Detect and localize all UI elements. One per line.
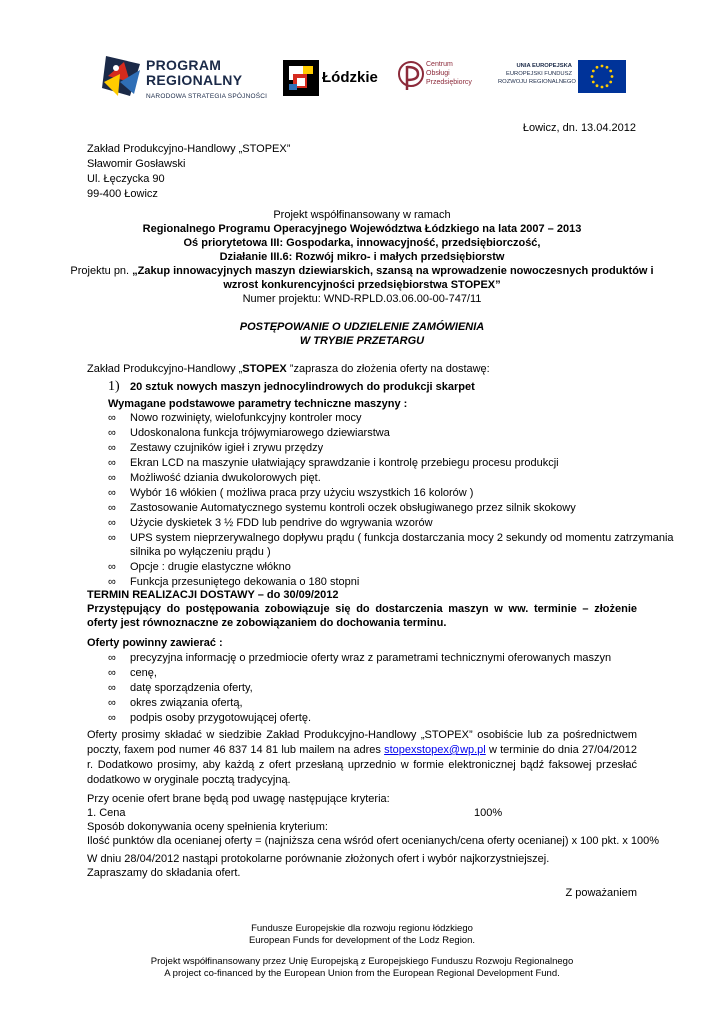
lodzkie-mark-icon xyxy=(283,60,319,96)
submission-paragraph xyxy=(87,728,637,788)
item-description: 20 sztuk nowych maszyn jednocylindrowych do produkcji skarpet xyxy=(130,381,475,393)
cop-line-2: Obsługi xyxy=(426,70,450,77)
nss-text: NARODOWA STRATEGIA SPÓJNOŚCI xyxy=(146,93,268,100)
param-item-11: Funkcja przesuniętego dekowania o 180 stopni xyxy=(130,576,360,588)
param-bullet: ∞ xyxy=(108,576,116,588)
criteria-intro: Przy ocenie ofert brane będą pod uwagę następujące kryteria: xyxy=(87,793,390,805)
project-line-5-prefix: Projektu pn. xyxy=(70,265,133,277)
param-item-10: Opcje : drugie elastyczne włókno xyxy=(130,561,291,573)
program-text: PROGRAM xyxy=(146,57,222,73)
delivery-text: Przystępujący do postępowania zobowiązuje się do dostarczenia maszyn w ww. terminie – złożenie oferty jest równoznaczne ze zobowiązaniem do dochowania terminu. xyxy=(87,603,637,629)
lodzkie-logo xyxy=(283,60,378,96)
project-line-2: Regionalnego Programu Operacyjnego Województwa Łódzkiego na lata 2007 – 2013 xyxy=(142,223,582,235)
criteria-item-label: 1. Cena xyxy=(87,807,126,819)
param-item-2: Udoskonalona funkcja trójwymiarowego dziewiarstwa xyxy=(130,427,390,439)
project-line-4: Działanie III.6: Rozwój mikro- i małych przedsiębiorstw xyxy=(219,251,505,263)
eu-line-2: EUROPEJSKI FUNDUSZ xyxy=(505,71,572,77)
cop-line-3: Przedsiębiorcy xyxy=(426,79,472,86)
param-bullet: ∞ xyxy=(108,472,116,484)
document-date: Łowicz, dn. 13.04.2012 xyxy=(522,122,636,134)
param-item-4: Ekran LCD na maszynie ułatwiający sprawdzanie i kontrolę przebiegu procesu produkcji xyxy=(130,457,559,469)
invitation-prefix: Zakład Produkcyjno-Handlowy „ xyxy=(87,363,243,375)
header-logos xyxy=(0,50,724,110)
offer-bullet: ∞ xyxy=(108,682,116,694)
submission-text-2: w terminie do dnia 27/04/2012 r. Dodatkowo prosimy, aby każdą z ofert przesłaną uprzednio w formie elektronicznej bądź faksowej przesłać dodatkowo w oryginale pocztą tradycyjną. xyxy=(87,744,637,786)
procedure-title-2: W TRYBIE PRZETARGU xyxy=(299,335,425,347)
project-line-5 xyxy=(0,264,724,278)
cop-line-1: Centrum xyxy=(426,61,453,68)
footer-line-1: Fundusze Europejskie dla rozwoju regionu łódzkiego xyxy=(251,923,473,934)
closing-line-1: W dniu 28/04/2012 nastąpi protokolarne porównanie złożonych ofert i wybór najkorzystniejszej. xyxy=(87,853,550,865)
param-item-9-continuation: silnika po wyłączeniu prądu ) xyxy=(130,546,271,558)
offer-item-5: podpis osoby przygotowującej ofertę. xyxy=(130,712,311,724)
offer-item-2: cenę, xyxy=(130,667,157,679)
param-item-9: UPS system nieprzerywalnego dopływu prądu ( funkcja dostarczania mocy 2 sekundy od momentu zatrzymania xyxy=(130,532,674,544)
offer-title: Oferty powinny zawierać : xyxy=(87,637,223,649)
criteria-method-title: Sposób dokonywania oceny spełnienia kryterium: xyxy=(87,821,328,833)
footer-line-2: European Funds for development of the Lodz Region. xyxy=(248,935,476,946)
footer-line-3: Projekt współfinansowany przez Unię Europejską z Europejskiego Funduszu Rozwoju Regionalnego xyxy=(150,956,574,967)
project-line-3: Oś priorytetowa III: Gospodarka, innowacyjność, przedsiębiorczość, xyxy=(183,237,541,249)
address-line-3: Ul. Łęczycka 90 xyxy=(87,173,165,185)
param-bullet: ∞ xyxy=(108,442,116,454)
offer-item-1: precyzyjna informację o przedmiocie oferty wraz z parametrami technicznymi oferowanych maszyn xyxy=(130,652,612,664)
program-regionalny-mark-icon xyxy=(100,52,144,100)
eu-line-1: UNIA EUROPEJSKA xyxy=(516,63,572,69)
param-bullet: ∞ xyxy=(108,487,116,499)
footer-line-4: A project co-financed by the European Union from the European Regional Development Fund. xyxy=(164,968,560,979)
regards: Z poważaniem xyxy=(565,887,637,899)
item-number: 1) xyxy=(108,379,120,394)
procedure-title-1: POSTĘPOWANIE O UDZIELENIE ZAMÓWIENIA xyxy=(239,321,485,333)
offer-item-4: okres związania ofertą, xyxy=(130,697,243,709)
criteria-method-text: Ilość punktów dla ocenianej oferty = (najniższa cena wśród ofert ocenianych/cena oferty ocenianej) x 100 pkt. x 100% xyxy=(87,835,660,847)
param-item-7: Zastosowanie Automatycznego systemu kontroli oczek obsługiwanego przez silnik skokowy xyxy=(130,502,576,514)
address-line-2: Sławomir Gosławski xyxy=(87,158,186,170)
email-link[interactable]: stopexstopex@wp.pl xyxy=(384,744,486,756)
offer-item-3: datę sporządzenia oferty, xyxy=(130,682,253,694)
delivery-title: TERMIN REALIZACJI DOSTAWY – do 30/09/2012 xyxy=(87,589,339,601)
param-bullet: ∞ xyxy=(108,412,116,424)
param-bullet: ∞ xyxy=(108,502,116,514)
closing-line-2: Zapraszamy do składania ofert. xyxy=(87,867,241,879)
eu-flag-icon xyxy=(578,60,626,93)
address-line-4: 99-400 Łowicz xyxy=(87,188,158,200)
submission-text-1: Oferty prosimy składać w siedzibie Zakład Produkcyjno-Handlowy „STOPEX” osobiście lub za pośrednictwem poczty, faxem pod numer 46 837 14 81 lub mailem na adres xyxy=(87,729,637,756)
project-line-5-title: „Zakup innowacyjnych maszyn dziewiarskich, szansą na wprowadzenie nowoczesnych produktów i xyxy=(132,265,654,277)
param-bullet: ∞ xyxy=(108,532,116,544)
regionalny-text: REGIONALNY xyxy=(146,72,243,88)
param-item-6: Wybór 16 włókien ( możliwa praca przy użyciu wszystkich 16 kolorów ) xyxy=(130,487,474,499)
param-bullet: ∞ xyxy=(108,561,116,573)
invitation-company: STOPEX xyxy=(242,363,287,375)
address-line-1: Zakład Produkcyjno-Handlowy „STOPEX” xyxy=(87,143,291,155)
project-line-6: wzrost konkurencyjności przedsiębiorstwa STOPEX” xyxy=(223,279,501,291)
param-item-5: Możliwość dziania dwukolorowych pięt. xyxy=(130,472,321,484)
centrum-obslugi-mark-icon xyxy=(398,58,424,94)
param-bullet: ∞ xyxy=(108,457,116,469)
offer-bullet: ∞ xyxy=(108,697,116,709)
param-item-3: Zestawy czujników igieł i zrywu przędzy xyxy=(130,442,324,454)
invitation-suffix: ”zaprasza do złożenia oferty na dostawę: xyxy=(286,363,490,375)
offer-bullet: ∞ xyxy=(108,712,116,724)
criteria-item-value: 100% xyxy=(474,807,503,819)
param-bullet: ∞ xyxy=(108,517,116,529)
program-regionalny-logo xyxy=(100,52,270,108)
eu-text xyxy=(498,62,576,86)
eu-logo xyxy=(498,60,628,96)
offer-bullet: ∞ xyxy=(108,667,116,679)
param-item-8: Użycie dyskietek 3 ½ FDD lub pendrive do wgrywania wzorów xyxy=(130,517,433,529)
centrum-obslugi-text xyxy=(426,60,472,87)
offer-bullet: ∞ xyxy=(108,652,116,664)
eu-line-3: ROZWOJU REGIONALNEGO xyxy=(498,79,576,85)
lodzkie-text: Łódzkie xyxy=(322,69,378,86)
parameters-title: Wymagane podstawowe parametry techniczne maszyny : xyxy=(108,398,408,410)
project-line-1: Projekt współfinansowany w ramach xyxy=(273,209,451,221)
centrum-obslugi-logo xyxy=(398,58,488,98)
project-number: Numer projektu: WND-RPLD.03.06.00-00-747/11 xyxy=(242,293,482,305)
invitation-text xyxy=(87,362,490,376)
param-bullet: ∞ xyxy=(108,427,116,439)
param-item-1: Nowo rozwinięty, wielofunkcyjny kontroler mocy xyxy=(130,412,362,424)
